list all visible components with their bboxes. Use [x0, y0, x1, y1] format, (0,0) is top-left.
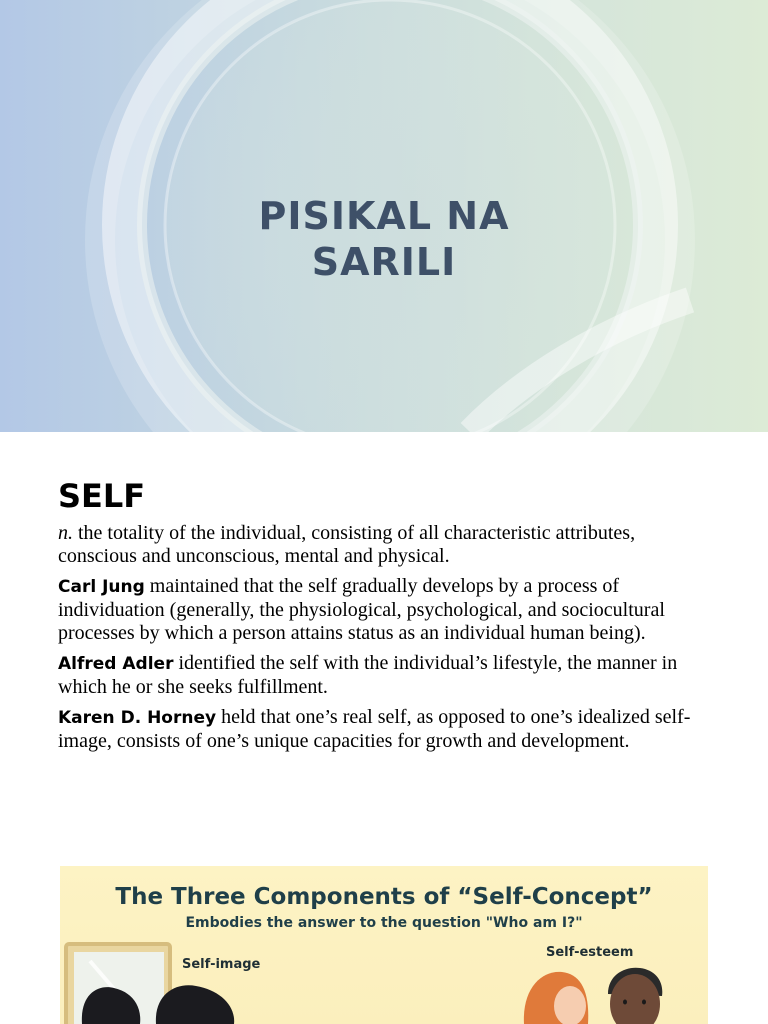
definition-list	[58, 522, 708, 760]
theorist-text: maintained that the self gradually develops by a process of individuation (generally, the physiological, psychological, and sociocultural processes by which a person attains status as an individual human being).	[58, 575, 665, 644]
infographic-title: The Three Components of “Self-Concept”	[115, 884, 653, 910]
theorist-name: Carl Jung	[58, 577, 145, 597]
adler-paragraph	[58, 652, 708, 699]
slide-title-line1: PISIKAL NA	[258, 194, 510, 238]
part-of-speech: n.	[58, 522, 73, 544]
definition-paragraph	[58, 522, 708, 568]
slide-title-line2: SARILI	[311, 240, 457, 284]
theorist-text: held that one’s real self, as opposed to one’s idealized self-image, consists of one’s unique capacities for growth and development.	[58, 706, 691, 752]
theorist-text: identified the self with the individual’s lifestyle, the manner in which he or she seeks fulfillment.	[58, 652, 678, 698]
self-definition-slide	[0, 432, 768, 840]
slide-title	[0, 193, 768, 285]
jung-paragraph	[58, 575, 708, 645]
self-heading: SELF	[58, 477, 146, 515]
horney-paragraph	[58, 706, 708, 753]
title-slide	[0, 0, 768, 432]
theorist-name: Alfred Adler	[58, 654, 174, 674]
self-concept-infographic	[60, 866, 708, 1024]
definition-text: the totality of the individual, consisting of all characteristic attributes, conscious and unconscious, mental and physical.	[58, 522, 636, 567]
self-esteem-label: Self-esteem	[546, 945, 634, 960]
theorist-name: Karen D. Horney	[58, 708, 217, 728]
self-image-label: Self-image	[182, 957, 261, 972]
infographic-subtitle: Embodies the answer to the question "Who am I?"	[185, 915, 583, 931]
